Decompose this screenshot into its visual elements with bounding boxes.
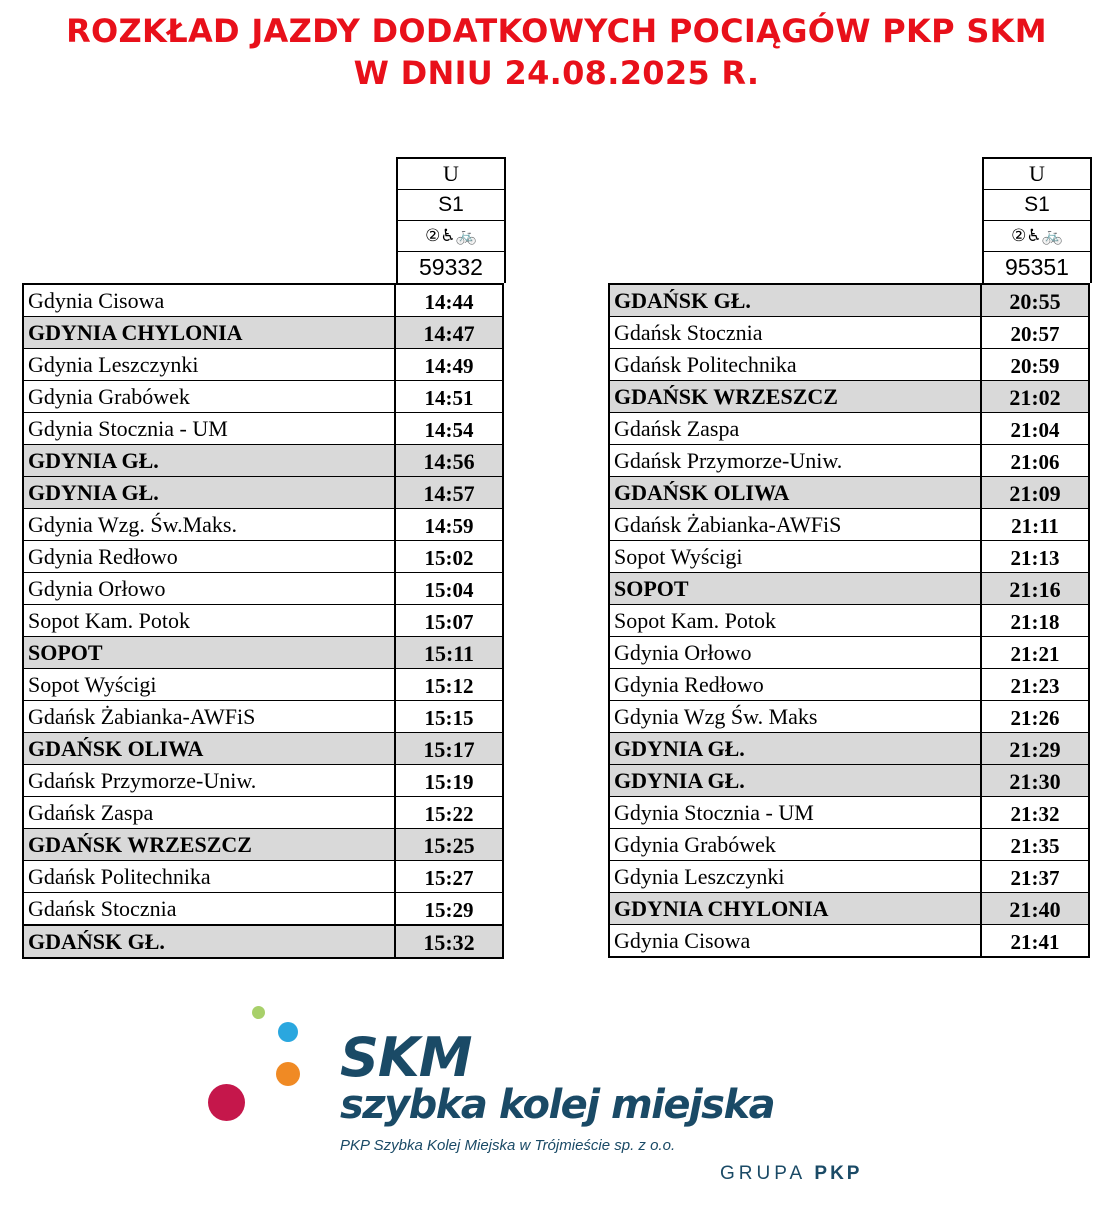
table-row (24, 508, 502, 540)
station-name: Gdynia Wzg. Św.Maks. (24, 509, 396, 540)
station-name: Gdynia Stocznia - UM (24, 413, 396, 444)
station-name: Gdynia Grabówek (24, 381, 396, 412)
table-row (610, 892, 1088, 924)
departure-time: 14:57 (423, 481, 475, 506)
station-name: Gdynia Cisowa (24, 285, 396, 316)
table-row (610, 540, 1088, 572)
table-row (610, 764, 1088, 796)
departure-time: 15:07 (424, 610, 474, 634)
station-name: Sopot Wyścigi (610, 541, 982, 572)
table-row (24, 924, 502, 957)
logo-dot-green (252, 1006, 265, 1019)
table-row (24, 476, 502, 508)
station-name: Gdańsk Zaspa (24, 797, 396, 828)
departure-time: 14:51 (424, 386, 474, 410)
departure-time: 21:06 (1010, 450, 1060, 474)
table-row (610, 604, 1088, 636)
logo-tagline: szybka kolej miejska (340, 1082, 775, 1128)
logo-group-name: PKP (814, 1163, 863, 1184)
departure-time: 21:21 (1010, 642, 1060, 666)
departure-time: 21:09 (1009, 481, 1061, 506)
departure-time: 14:54 (424, 418, 474, 442)
departure-time: 15:17 (423, 737, 475, 762)
departure-time: 14:59 (424, 514, 474, 538)
departure-time: 21:11 (1011, 514, 1059, 538)
departure-time: 21:37 (1010, 866, 1060, 890)
station-name: GDAŃSK WRZESZCZ (24, 829, 396, 860)
table-row (610, 444, 1088, 476)
station-name: GDYNIA CHYLONIA (24, 317, 396, 348)
station-name: Gdańsk Politechnika (24, 861, 396, 892)
departure-time: 21:35 (1010, 834, 1060, 858)
departure-time: 21:16 (1009, 577, 1061, 602)
title-line-1: ROZKŁAD JAZDY DODATKOWYCH POCIĄGÓW PKP SKM (66, 12, 1047, 50)
train-header (396, 157, 506, 283)
station-name: GDAŃSK OLIWA (610, 477, 982, 508)
accessibility-bicycle-icon: ②♿🚲 (398, 221, 504, 252)
title-line-2: W DNIU 24.08.2025 R. (353, 54, 760, 92)
departure-time: 15:29 (424, 898, 474, 922)
table-row (610, 285, 1088, 316)
departure-time: 21:41 (1010, 930, 1060, 954)
station-name: Gdynia Redłowo (610, 669, 982, 700)
departure-time: 21:23 (1010, 674, 1060, 698)
table-row (24, 604, 502, 636)
station-name: Sopot Kam. Potok (610, 605, 982, 636)
departure-time: 21:40 (1009, 897, 1061, 922)
accessibility-bicycle-icon: ②♿🚲 (984, 221, 1090, 252)
station-name: Sopot Kam. Potok (24, 605, 396, 636)
train-category: U (984, 159, 1090, 190)
table-row (610, 476, 1088, 508)
table-row (24, 700, 502, 732)
departure-time: 15:19 (424, 770, 474, 794)
table-row (24, 796, 502, 828)
skm-logo (200, 1000, 900, 1200)
logo-group-prefix: GRUPA (720, 1163, 815, 1184)
logo-company: PKP Szybka Kolej Miejska w Trójmieście sp. z o.o. (340, 1137, 676, 1154)
train-number: 59332 (419, 254, 483, 280)
departure-time: 21:02 (1009, 385, 1061, 410)
departure-time: 15:25 (423, 833, 475, 858)
station-name: GDYNIA GŁ. (24, 477, 396, 508)
table-row (610, 572, 1088, 604)
station-name: GDAŃSK GŁ. (24, 926, 396, 957)
station-name: SOPOT (24, 637, 396, 668)
table-row (610, 924, 1088, 956)
departure-time: 15:02 (424, 546, 474, 570)
logo-brand: SKM (340, 1026, 472, 1089)
departure-time: 15:27 (424, 866, 474, 890)
table-row (610, 860, 1088, 892)
departure-time: 21:29 (1009, 737, 1061, 762)
station-name: Gdańsk Żabianka-AWFiS (610, 509, 982, 540)
table-row (610, 732, 1088, 764)
table-row (24, 285, 502, 316)
departure-time: 14:47 (423, 321, 475, 346)
station-name: Gdańsk Politechnika (610, 349, 982, 380)
station-name: GDYNIA GŁ. (610, 733, 982, 764)
station-name: GDYNIA CHYLONIA (610, 893, 982, 924)
train-line: S1 (984, 190, 1090, 221)
station-name: Gdynia Stocznia - UM (610, 797, 982, 828)
timetable-right (608, 157, 1092, 958)
train-category: U (398, 159, 504, 190)
departure-time: 21:32 (1010, 802, 1060, 826)
departure-time: 21:30 (1009, 769, 1061, 794)
train-line: S1 (398, 190, 504, 221)
table-row (610, 796, 1088, 828)
station-name: Gdynia Redłowo (24, 541, 396, 572)
table-row (24, 636, 502, 668)
table-row (24, 764, 502, 796)
table-row (24, 732, 502, 764)
departure-time: 21:13 (1010, 546, 1060, 570)
table-row (24, 380, 502, 412)
station-name: Gdynia Cisowa (610, 925, 982, 956)
station-name: Gdynia Grabówek (610, 829, 982, 860)
departure-time: 14:56 (423, 449, 475, 474)
station-name: Gdynia Wzg Św. Maks (610, 701, 982, 732)
departure-time: 21:18 (1010, 610, 1060, 634)
page-title (0, 10, 1113, 94)
departure-time: 20:55 (1009, 289, 1061, 314)
station-name: Gdynia Leszczynki (24, 349, 396, 380)
table-row (610, 316, 1088, 348)
station-name: Gdańsk Stocznia (24, 893, 396, 924)
table-row (24, 316, 502, 348)
table-row (610, 636, 1088, 668)
departure-time: 15:15 (424, 706, 474, 730)
train-number: 95351 (1005, 254, 1069, 280)
station-name: GDYNIA GŁ. (610, 765, 982, 796)
departure-time: 14:49 (424, 354, 474, 378)
station-name: Gdynia Orłowo (610, 637, 982, 668)
station-name: Gdynia Leszczynki (610, 861, 982, 892)
table-row (610, 700, 1088, 732)
station-name: Gdańsk Stocznia (610, 317, 982, 348)
station-name: Gdynia Orłowo (24, 573, 396, 604)
table-row (610, 668, 1088, 700)
station-name: SOPOT (610, 573, 982, 604)
timetable-left (22, 157, 506, 959)
station-name: GDAŃSK WRZESZCZ (610, 381, 982, 412)
table-row (24, 668, 502, 700)
table-row (24, 572, 502, 604)
station-name: Gdańsk Zaspa (610, 413, 982, 444)
table-row (24, 540, 502, 572)
table-row (24, 444, 502, 476)
table-row (24, 828, 502, 860)
station-name: GDAŃSK OLIWA (24, 733, 396, 764)
table-row (610, 380, 1088, 412)
station-name: Sopot Wyścigi (24, 669, 396, 700)
departure-time: 15:22 (424, 802, 474, 826)
departure-time: 14:44 (424, 290, 474, 314)
table-row (610, 828, 1088, 860)
departure-time: 15:12 (424, 674, 474, 698)
departure-time: 21:04 (1010, 418, 1060, 442)
departure-time: 15:11 (423, 641, 475, 666)
table-row (610, 412, 1088, 444)
table-row (24, 892, 502, 924)
train-header (982, 157, 1092, 283)
table-row (610, 348, 1088, 380)
station-name: Gdańsk Żabianka-AWFiS (24, 701, 396, 732)
departure-time: 15:32 (423, 930, 475, 955)
station-name: Gdańsk Przymorze-Uniw. (610, 445, 982, 476)
departure-time: 21:26 (1010, 706, 1060, 730)
station-name: Gdańsk Przymorze-Uniw. (24, 765, 396, 796)
logo-dot-red (208, 1084, 245, 1121)
table-row (610, 508, 1088, 540)
departure-time: 15:04 (424, 578, 474, 602)
departure-time: 20:57 (1010, 322, 1060, 346)
table-row (24, 348, 502, 380)
logo-group (720, 1163, 862, 1185)
logo-dot-blue (278, 1022, 298, 1042)
table-row (24, 860, 502, 892)
departure-time: 20:59 (1010, 354, 1060, 378)
stops-table (22, 283, 504, 959)
logo-dot-orange (276, 1062, 300, 1086)
station-name: GDAŃSK GŁ. (610, 285, 982, 316)
table-row (24, 412, 502, 444)
stops-table (608, 283, 1090, 958)
station-name: GDYNIA GŁ. (24, 445, 396, 476)
